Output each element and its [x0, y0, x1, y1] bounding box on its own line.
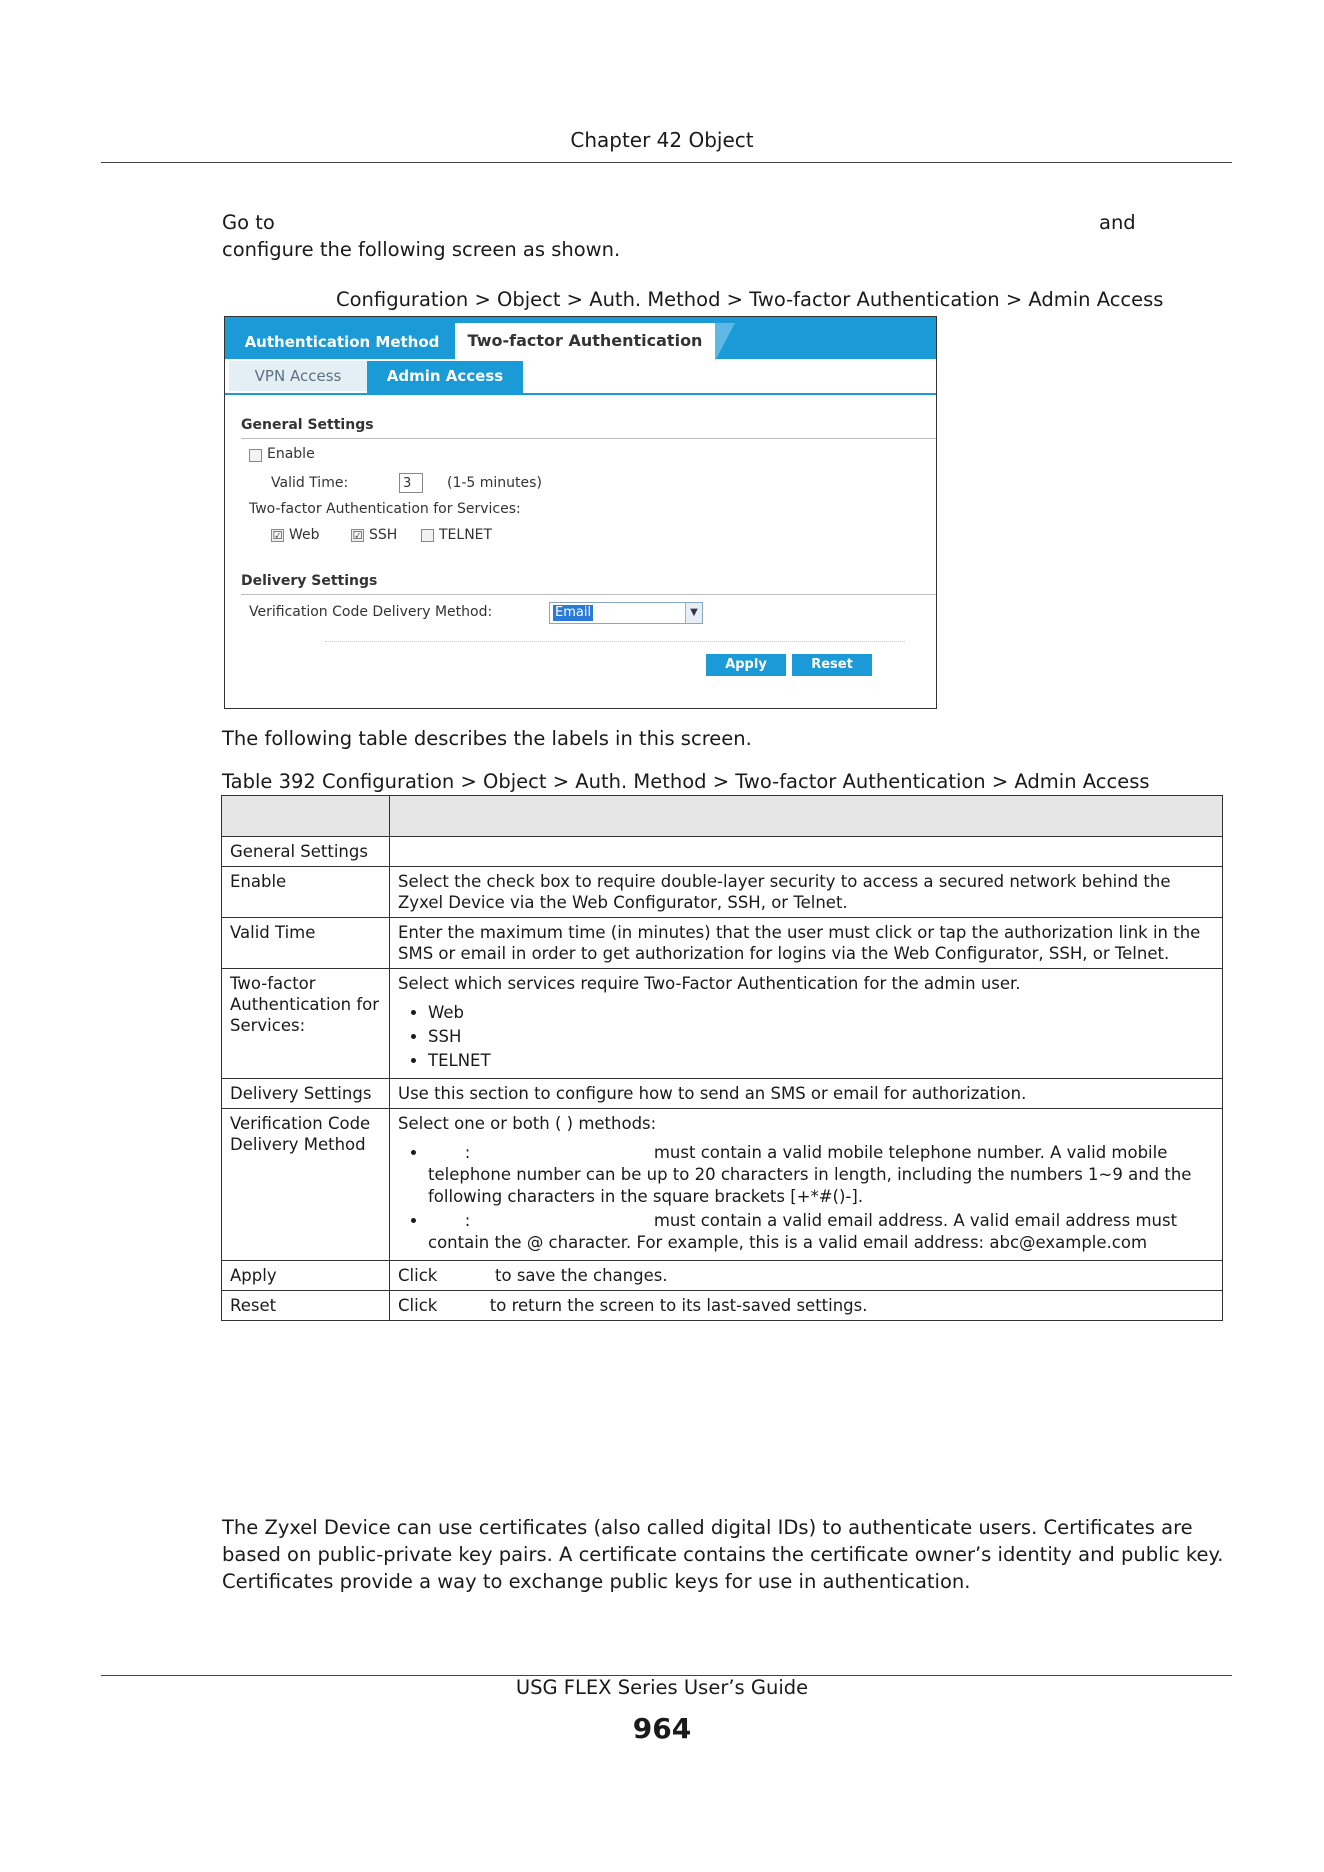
row-description	[390, 837, 1223, 867]
row-label: Apply	[222, 1261, 390, 1291]
table-row	[222, 1109, 1223, 1261]
enable-checkbox[interactable]	[249, 449, 262, 462]
reset-button[interactable]: Reset	[792, 654, 872, 676]
admin-access-screenshot	[224, 316, 937, 709]
row-description: Click to save the changes.	[390, 1261, 1223, 1291]
methods-list	[398, 1142, 1214, 1254]
web-label: Web	[289, 527, 320, 543]
row-label: Reset	[222, 1291, 390, 1321]
delivery-settings-divider	[241, 594, 936, 595]
chevron-down-icon: ▼	[685, 603, 702, 623]
table-row	[222, 1261, 1223, 1291]
valid-time-input[interactable]: 3	[399, 473, 423, 493]
list-item-sms: • : must contain a valid mobile telephone number. A valid mobile telephone number can be up to 20 characters in length, including the numbers 1~9 and the following characters in the square brackets [+*#()-].	[428, 1142, 1214, 1208]
subtab-vpn-access[interactable]: VPN Access	[229, 361, 368, 391]
table-header-row	[222, 796, 1223, 837]
table-header-label	[222, 796, 390, 837]
page-number: 964	[632, 1712, 692, 1745]
row-description: Use this section to configure how to send an SMS or email for authorization.	[390, 1079, 1223, 1109]
table-row	[222, 969, 1223, 1079]
verification-description: Select one or both ( ) methods:	[398, 1114, 657, 1133]
delivery-method-value: Email	[555, 605, 592, 620]
valid-time-hint: (1-5 minutes)	[447, 475, 542, 491]
delivery-settings-heading: Delivery Settings	[241, 573, 378, 589]
row-label: Two-factor Authentication for Services:	[222, 969, 390, 1079]
row-label: Delivery Settings	[222, 1079, 390, 1109]
row-label: Valid Time	[222, 918, 390, 969]
services-description: Select which services require Two-Factor Authentication for the admin user.	[398, 974, 1021, 993]
web-checkbox[interactable]: ☑	[272, 529, 283, 542]
tab-notch	[715, 323, 735, 361]
main-tab-bar	[225, 317, 936, 359]
header-rule	[101, 162, 1232, 163]
intro-go-to: Go to	[222, 211, 275, 234]
general-settings-divider	[241, 438, 936, 439]
row-description: Enter the maximum time (in minutes) that the user must click or tap the authorization link in the SMS or email in order to get authorization for logins via the Web Configurator, SSH, or Telnet.	[390, 918, 1223, 969]
delivery-method-select[interactable]	[549, 602, 703, 624]
row-description-verification	[390, 1109, 1223, 1261]
certificates-paragraph: The Zyxel Device can use certificates (also called digital IDs) to authenticate users. Certificates are based on public-private key pairs. A certificate contains the certificate owner’s identity and public key. Certificates provide a way to exchange public keys for use in authentication.	[222, 1516, 1224, 1593]
table-intro: The following table describes the labels in this screen.	[222, 727, 752, 750]
table-row	[222, 918, 1223, 969]
subtab-admin-access[interactable]: Admin Access	[367, 361, 523, 393]
row-label: Enable	[222, 867, 390, 918]
row-label: Verification Code Delivery Method	[222, 1109, 390, 1261]
delivery-method-label: Verification Code Delivery Method:	[249, 604, 493, 620]
sub-tab-bar	[225, 359, 936, 395]
labels-table	[221, 795, 1223, 1321]
general-settings-heading: General Settings	[241, 417, 374, 433]
enable-label: Enable	[267, 446, 315, 462]
figure-caption: Configuration > Object > Auth. Method > Two-factor Authentication > Admin Access	[336, 288, 1164, 311]
intro-and: and	[1099, 211, 1136, 234]
services-list	[398, 1002, 1214, 1072]
table-row	[222, 1079, 1223, 1109]
footer-guide-title: USG FLEX Series User’s Guide	[515, 1676, 809, 1699]
table-row	[222, 867, 1223, 918]
row-description: Click to return the screen to its last-saved settings.	[390, 1291, 1223, 1321]
table-header-description	[390, 796, 1223, 837]
table-caption: Table 392 Configuration > Object > Auth. Method > Two-factor Authentication > Admin Access	[222, 770, 1150, 793]
ssh-label: SSH	[369, 527, 398, 543]
intro-line-2: configure the following screen as shown.	[222, 238, 621, 261]
tab-two-factor-label: Two-factor Authentication	[467, 331, 703, 350]
table-row	[222, 837, 1223, 867]
ssh-checkbox[interactable]: ☑	[352, 529, 363, 542]
tab-authentication-method[interactable]: Authentication Method	[244, 333, 440, 351]
row-description-services	[390, 969, 1223, 1079]
row-label: General Settings	[222, 837, 390, 867]
list-item: • SSH	[428, 1026, 1214, 1048]
row-description: Select the check box to require double-layer security to access a secured network behind the Zyxel Device via the Web Configurator, SSH, or Telnet.	[390, 867, 1223, 918]
valid-time-label: Valid Time:	[271, 475, 349, 491]
telnet-label: TELNET	[439, 527, 493, 543]
button-divider	[325, 641, 905, 642]
telnet-checkbox[interactable]	[421, 529, 434, 542]
table-row	[222, 1291, 1223, 1321]
chapter-header: Chapter 42 Object	[570, 128, 754, 152]
apply-button[interactable]: Apply	[706, 654, 786, 676]
services-label: Two-factor Authentication for Services:	[249, 501, 521, 517]
list-item: • Web	[428, 1002, 1214, 1024]
list-item-email: • : must contain a valid email address. A valid email address must contain the @ character. For example, this is a valid email address: abc@example.com	[428, 1210, 1214, 1254]
list-item: • TELNET	[428, 1050, 1214, 1072]
tab-two-factor-authentication[interactable]	[455, 321, 715, 361]
